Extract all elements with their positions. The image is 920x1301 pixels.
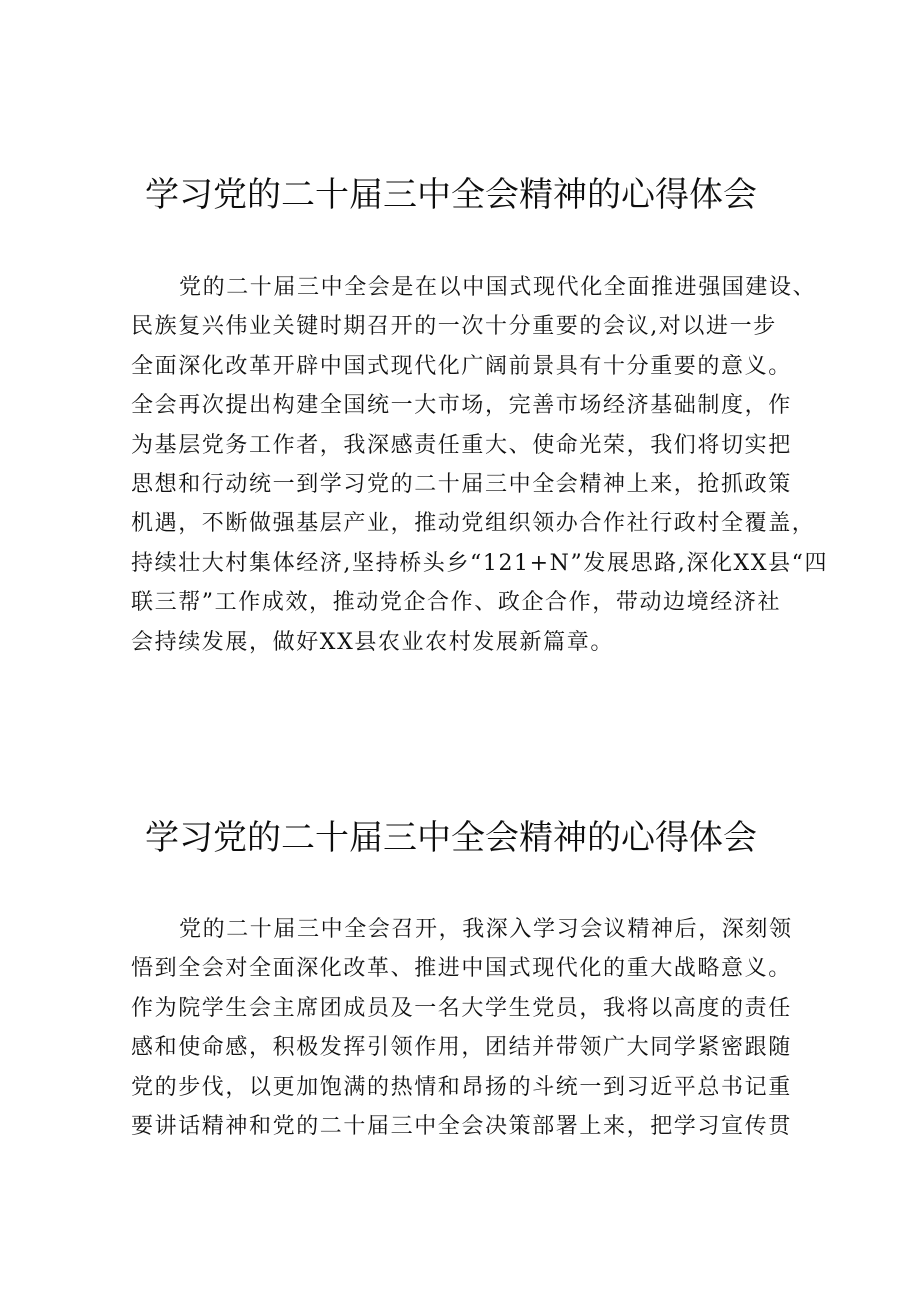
paragraph-line: 作为院学生会主席团成员及一名大学生党员，我将以高度的责任 [131, 995, 792, 1021]
paragraph-line: 为基层党务工作者，我深感责任重大、使命光荣，我们将切实把 [131, 432, 792, 458]
paragraph-line: 全面深化改革开辟中国式现代化广阔前景具有十分重要的意义。 [131, 353, 792, 379]
paragraph-line: 党的步伐，以更加饱满的热情和昂扬的斗统一到习近平总书记重 [131, 1074, 792, 1100]
paragraph-line: 感和使命感，积极发挥引领作用，团结并带领广大同学紧密跟随 [131, 1035, 792, 1061]
paragraph-line: 悟到全会对全面深化改革、推进中国式现代化的重大战略意义。 [131, 956, 792, 982]
paragraph-line: 持续壮大村集体经济,坚持桥头乡“121+N”发展思路,深化XX县“四 [131, 550, 829, 576]
paragraph-line: 党的二十届三中全会召开，我深入学习会议精神后，深刻领 [179, 917, 793, 942]
section-title: 学习党的二十届三中全会精神的心得体会 [145, 175, 757, 215]
paragraph-line: 党的二十届三中全会是在以中国式现代化全面推进强国建设、 [179, 275, 817, 300]
paragraph-line: 要讲话精神和党的二十届三中全会决策部署上来，把学习宣传贯 [131, 1113, 792, 1139]
section-body [131, 268, 829, 662]
paragraph-line: 会持续发展，做好XX县农业农村发展新篇章。 [131, 629, 614, 655]
section-body [131, 910, 821, 1146]
paragraph-line: 全会再次提出构建全国统一大市场，完善市场经济基础制度，作 [131, 393, 792, 419]
paragraph-line: 民族复兴伟业关键时期召开的一次十分重要的会议,对以进一步 [131, 314, 777, 340]
section-title: 学习党的二十届三中全会精神的心得体会 [145, 818, 757, 858]
paragraph-line: 联三帮”工作成效，推动党企合作、政企合作，带动边境经济社 [131, 590, 782, 616]
paragraph-line: 思想和行动统一到学习党的二十届三中全会精神上来，抢抓政策 [131, 471, 792, 497]
paragraph-line: 机遇，不断做强基层产业，推动党组织领办合作社行政村全覆盖， [131, 511, 816, 537]
